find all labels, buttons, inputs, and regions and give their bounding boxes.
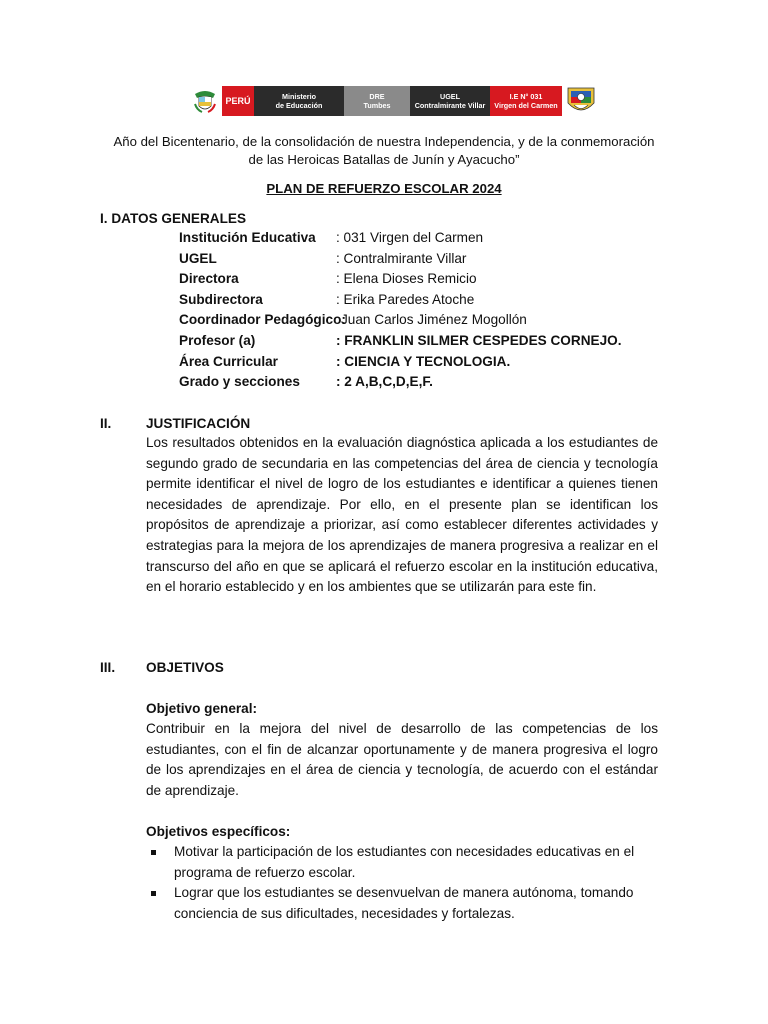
table-row — [179, 271, 477, 291]
field-value: : Elena Dioses Remicio — [336, 271, 477, 287]
field-value: Juan Carlos Jiménez Mogollón — [341, 312, 527, 328]
specific-objectives-heading: Objetivos específicos: — [146, 824, 291, 839]
specific-objective-text: Motivar la participación de los estudiantes con necesidades educativas en el programa de refuerzo escolar. — [174, 844, 635, 880]
list-item — [146, 883, 658, 924]
ministry-line2: de Educación — [275, 101, 323, 110]
school-badge — [490, 86, 562, 116]
table-row — [179, 230, 484, 250]
document-title: PLAN DE REFUERZO ESCOLAR 2024 — [266, 181, 502, 196]
bullet-square-icon — [151, 891, 156, 896]
ugel-line1: UGEL — [440, 92, 460, 101]
field-label: UGEL — [179, 250, 217, 266]
motto-line2: de las Heroicas Batallas de Junín y Ayacucho” — [248, 152, 520, 167]
ministry-line1: Ministerio — [282, 92, 316, 101]
ie-line1: I.E N° 031 — [509, 92, 543, 101]
peru-badge — [222, 86, 254, 116]
field-label: Área Curricular — [179, 353, 278, 369]
motto-line1: Año del Bicentenario, de la consolidación de nuestra Independencia, y de la conmemoración — [113, 134, 655, 149]
field-value: : 031 Virgen del Carmen — [336, 230, 484, 245]
field-label: Subdirectora — [179, 291, 263, 307]
field-label: Profesor (a) — [179, 333, 256, 348]
list-item — [146, 842, 658, 883]
bullet-square-icon — [151, 850, 156, 855]
institutional-header — [190, 86, 598, 116]
specific-objective-text: Lograr que los estudiantes se desenvuelvan de manera autónoma, tomando conciencia de sus dificultades, necesidades y fortalezas. — [174, 885, 634, 921]
ministry-badge — [254, 86, 344, 116]
field-value: : FRANKLIN SILMER CESPEDES CORNEJO. — [336, 333, 622, 348]
dre-badge — [344, 86, 410, 116]
section-heading-justificacion: JUSTIFICACIÓN — [146, 416, 251, 431]
table-row — [179, 250, 467, 271]
year-motto — [0, 133, 768, 169]
field-value: : Contralmirante Villar — [336, 250, 467, 266]
field-label: Directora — [179, 271, 239, 287]
field-label: Institución Educativa — [179, 230, 316, 245]
table-row — [179, 374, 433, 394]
section-heading-objetivos: OBJETIVOS — [146, 660, 224, 675]
field-value: : Erika Paredes Atoche — [336, 291, 475, 307]
table-row — [179, 333, 622, 353]
dre-line1: DRE — [369, 92, 385, 101]
section-number-justificacion: II. — [100, 416, 112, 431]
field-value: : 2 A,B,C,D,E,F. — [336, 374, 433, 390]
ugel-line2: Contralmirante Villar — [414, 101, 486, 110]
justificacion-paragraph: Los resultados obtenidos en la evaluación diagnóstica aplicada a los estudiantes de segundo grado de secundaria en las competencias del área de ciencia y tecnología permite identificar el nivel de logro de los estudiantes e identificar a quienes tienen necesidades de aprendizaje. Por ello, en el presente plan se identifican los propósitos de aprendizaje a priorizar, así como establecer diferentes actividades y estrategias para la mejora de los aprendizajes de manera progresiva a realizar en el transcurso del año en que se aplicará el refuerzo escolar en la institución educativa, en el horario establecido y en los ambientes que se utilizarán para este fin. — [146, 435, 658, 595]
table-row — [179, 353, 511, 374]
general-objective-heading: Objetivo general: — [146, 701, 258, 716]
field-label: Grado y secciones — [179, 374, 300, 390]
peru-label: PERÚ — [225, 95, 251, 106]
school-shield-icon — [564, 85, 598, 117]
general-objective-paragraph: Contribuir en la mejora del nivel de desarrollo de las competencias de los estudiantes, con el fin de alcanzar oportunamente y de manera progresiva el logro de los aprendizajes en el área de ciencia y tecnología, de acuerdo con el estándar de aprendizaje. — [146, 721, 658, 798]
section-heading-datos-generales: I. DATOS GENERALES — [100, 211, 247, 226]
ie-line2: Virgen del Carmen — [494, 101, 558, 110]
field-value: : CIENCIA Y TECNOLOGIA. — [336, 353, 511, 369]
dre-line2: Tumbes — [363, 101, 391, 110]
table-row — [179, 291, 475, 312]
section-number-objetivos: III. — [100, 660, 116, 675]
ugel-badge — [410, 86, 490, 116]
field-label: Coordinador Pedagógico: — [179, 312, 346, 328]
table-row — [179, 312, 527, 332]
peru-coat-of-arms-icon — [190, 86, 220, 116]
